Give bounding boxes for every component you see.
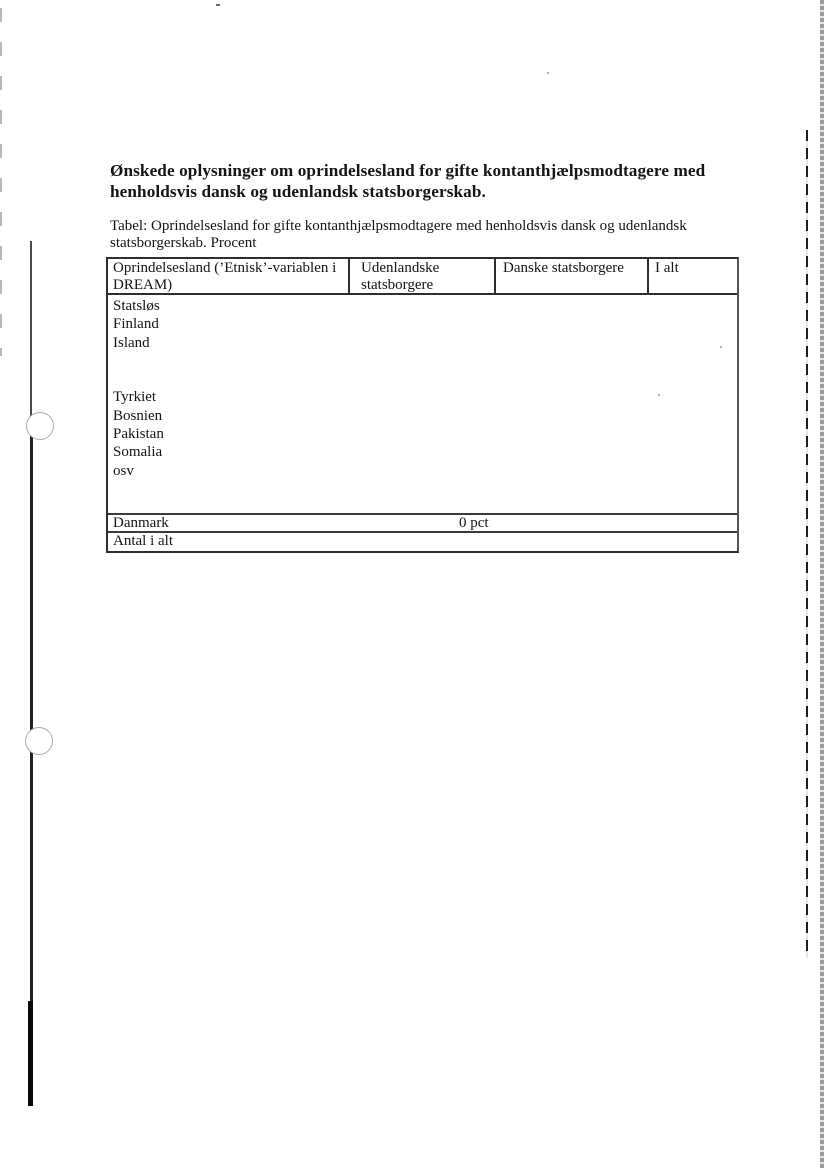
binding-line-top	[30, 241, 32, 426]
column-header-line: statsborgere	[361, 276, 434, 293]
column-header-line: DREAM)	[113, 276, 173, 293]
column-header-danske	[496, 259, 649, 293]
column-header-ialt	[649, 259, 737, 293]
antal-i-alt-label: Antal i alt	[113, 533, 173, 549]
origin-row-osv: osv	[113, 462, 134, 479]
document-heading	[110, 160, 758, 202]
scan-line-right	[806, 130, 808, 958]
table-header-row	[108, 259, 737, 295]
scan-speck	[216, 4, 220, 6]
document-heading-line2: henholdsvis dansk og udenlandsk statsborgerskab.	[110, 182, 486, 201]
antal-i-alt-row	[108, 533, 737, 551]
origin-row-blank	[113, 370, 737, 388]
danmark-row	[108, 515, 737, 533]
scan-speck	[547, 72, 549, 74]
column-header-line: I alt	[655, 260, 679, 276]
column-header-line: Danske statsborgere	[503, 260, 624, 276]
origin-row-bosnien: Bosnien	[113, 407, 163, 424]
origin-row-island: Island	[113, 334, 150, 351]
column-header-line: Udenlandske	[361, 260, 440, 276]
scan-edge-marks-left	[0, 8, 2, 356]
scan-edge-strip-right	[820, 0, 824, 1168]
table-caption	[110, 218, 790, 252]
binding-line-bottom	[28, 1001, 33, 1106]
origin-country-list-cell	[108, 295, 737, 515]
column-header-line: Oprindelsesland (’Etnisk’-variablen i	[113, 260, 337, 276]
column-header-udenlandske	[350, 259, 496, 293]
origin-row-pakistan: Pakistan	[113, 426, 164, 443]
danmark-label: Danmark	[113, 515, 169, 531]
column-header-oprindelsesland	[108, 259, 350, 293]
origin-row-statslos: Statsløs	[113, 298, 160, 314]
hole-punch-top	[26, 412, 54, 440]
origin-row-somalia: Somalia	[113, 444, 163, 461]
danmark-value: 0 pct	[459, 515, 489, 531]
origin-row-blank	[113, 352, 737, 370]
origin-row-finland: Finland	[113, 316, 159, 333]
document-heading-line1: Ønskede oplysninger om oprindelsesland for gifte kontanthjælpsmodtagere med	[110, 161, 706, 180]
table-caption-line2: statsborgerskab. Procent	[110, 235, 257, 251]
origin-row-tyrkiet: Tyrkiet	[113, 389, 157, 406]
table-caption-line1: Tabel: Oprindelsesland for gifte kontanthjælpsmodtagere med henholdsvis dansk og udenlandsk	[110, 218, 687, 234]
binding-line-middle	[30, 426, 33, 1001]
hole-punch-bottom	[25, 727, 53, 755]
origin-country-table	[106, 257, 739, 553]
